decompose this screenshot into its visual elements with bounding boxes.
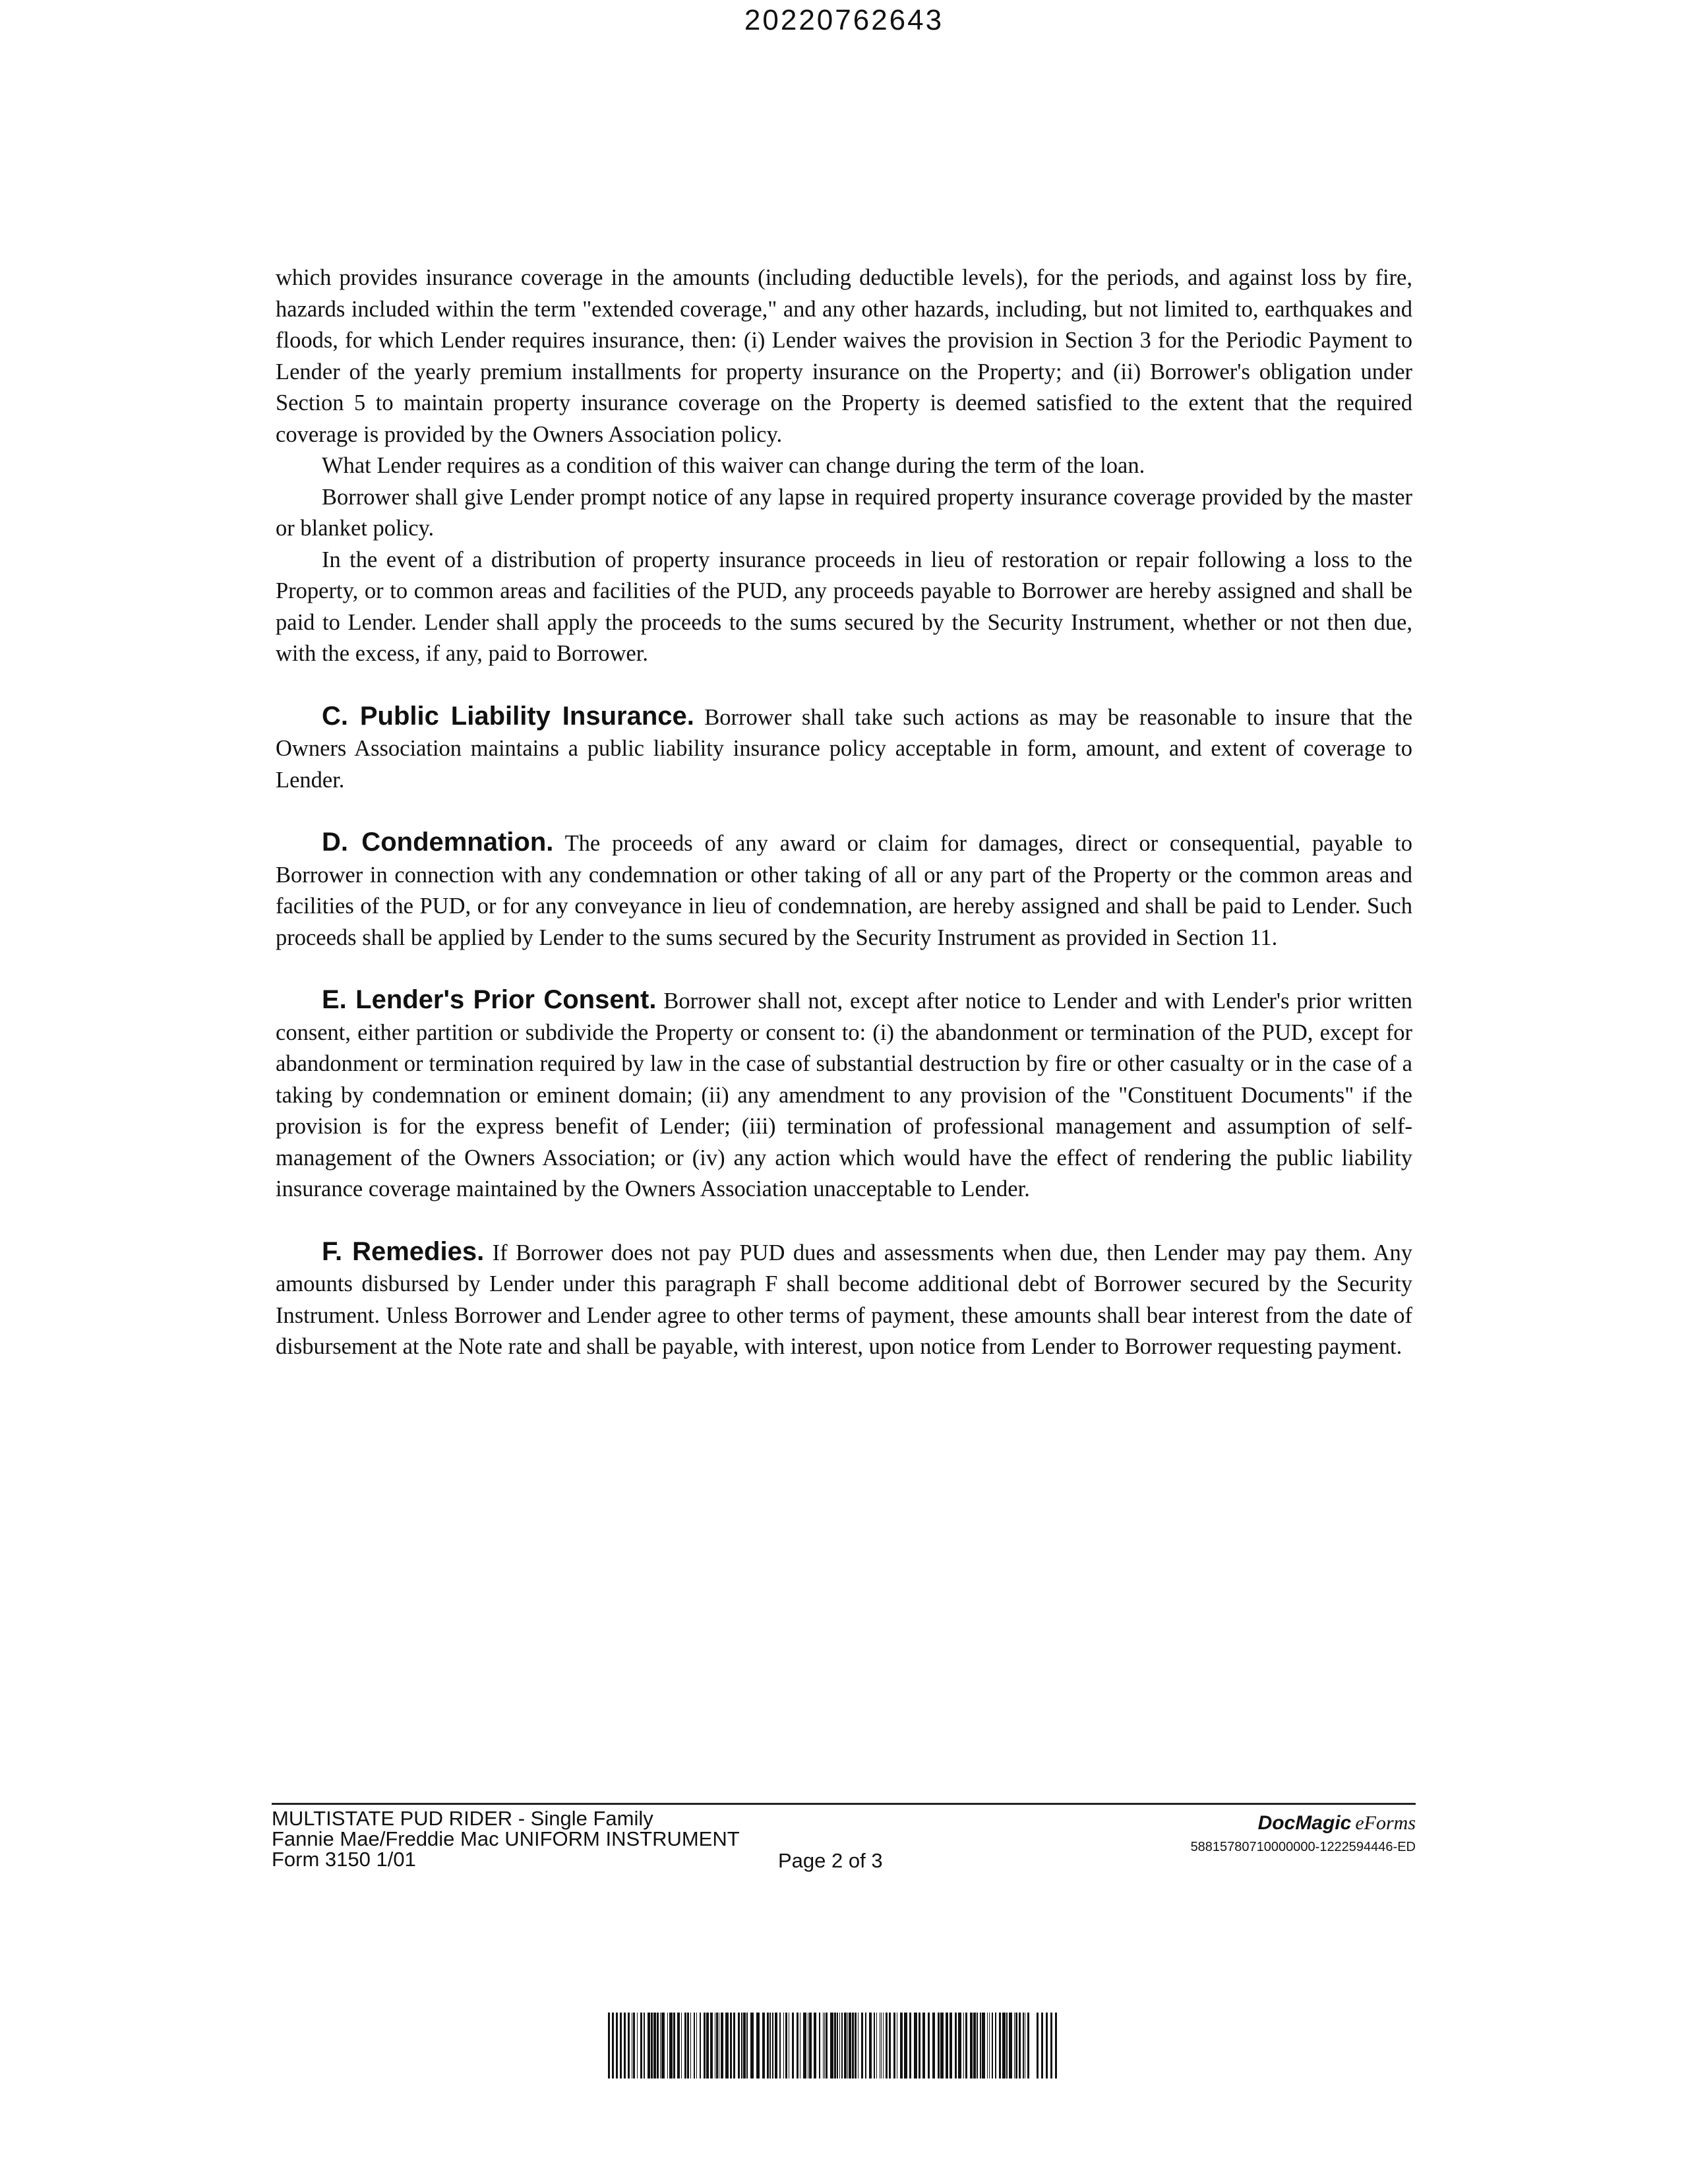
barcode-icon (608, 2013, 1062, 2078)
footer-form-info (272, 1808, 740, 1869)
footer-divider (272, 1803, 1416, 1805)
section-text: If Borrower does not pay PUD dues and assessments when due, then Lender may pay them. Any amounts disbursed by Lender under this paragraph F shall become additional debt of Borrower secured by the Security Instrument. Unless Borrower and Lender agree to other terms of payment, these amounts shall bear interest from the date of disbursement at the Note rate and shall be payable, with interest, upon notice from Lender to Borrower requesting payment. (276, 1240, 1413, 1359)
page-number: Page 2 of 3 (778, 1849, 883, 1872)
document-number: 20220762643 (744, 4, 944, 36)
brand-name: DocMagic (1257, 1812, 1352, 1834)
section-heading: F. Remedies. (322, 1236, 485, 1266)
section-condemnation (276, 827, 1412, 954)
document-code: 58815780710000000-1222594446-ED (1190, 1840, 1416, 1854)
section-remedies (276, 1236, 1412, 1363)
intro-paragraph: which provides insurance coverage in the amounts (including deductible levels), for the periods, and against loss by fire, hazards included within the term "extended coverage," and any other hazards, including, but not limited to, earthquakes and floods, for which Lender requires insurance, then: (i) Lender waives the provision in Section 3 for the Periodic Payment to Lender of the yearly premium installments for property insurance on the Property; and (ii) Borrower's obligation under Section 5 to maintain property insurance coverage on the Property is deemed satisfied to the extent that the required coverage is provided by the Owners Association policy. (276, 265, 1412, 447)
form-title: MULTISTATE PUD RIDER - Single Family (272, 1807, 653, 1830)
section-lenders-prior-consent (276, 985, 1412, 1205)
document-body (276, 262, 1412, 1363)
form-number: Form 3150 1/01 (272, 1848, 416, 1871)
section-heading: C. Public Liability Insurance. (322, 701, 694, 731)
notice-paragraph: Borrower shall give Lender prompt notice of any lapse in required property insurance coverage provided by the master or blanket policy. (276, 484, 1412, 541)
section-heading: D. Condemnation. (322, 828, 554, 857)
docmagic-logo (1258, 1812, 1416, 1835)
section-text: Borrower shall not, except after notice to Lender and with Lender's prior written consent, either partition or subdivide the Property or consent to: (i) the abandonment or termination of the PUD, except for abandonment or termination required by law in the case of substantial destruction by fire or other casualty or in the case of a taking by condemnation or eminent domain; (ii) any amendment to any provision of the "Constituent Documents" if the provision is for the express benefit of Lender; (iii) termination of professional management and assumption of self-management of the Owners Association; or (iv) any action which would have the effect of rendering the public liability insurance coverage maintained by the Owners Association unacceptable to Lender. (276, 988, 1413, 1201)
section-public-liability (276, 701, 1412, 797)
distribution-paragraph: In the event of a distribution of property insurance proceeds in lieu of restoration or repair following a loss to the Property, or to common areas and facilities of the PUD, any proceeds payable to Borrower are hereby assigned and shall be paid to Lender. Lender shall apply the proceeds to the sums secured by the Security Instrument, whether or not then due, with the excess, if any, paid to Borrower. (276, 547, 1412, 666)
section-text: The proceeds of any award or claim for damages, direct or consequential, payable to Borrower in connection with any condemnation or other taking of all or any part of the Property or the common areas and facilities of the PUD, or for any conveyance in lieu of condemnation, are hereby assigned and shall be paid to Lender. Such proceeds shall be applied by Lender to the sums secured by the Security Instrument as provided in Section 11. (276, 831, 1412, 950)
instrument-name: Fannie Mae/Freddie Mac UNIFORM INSTRUMENT (272, 1827, 740, 1850)
brand-suffix: eForms (1355, 1812, 1416, 1834)
section-heading: E. Lender's Prior Consent. (322, 985, 657, 1014)
section-text: Borrower shall take such actions as may be reasonable to insure that the Owners Association maintains a public liability insurance policy acceptable in form, amount, and extent of coverage to Lender. (276, 704, 1413, 793)
waiver-paragraph: What Lender requires as a condition of this waiver can change during the term of the loan. (322, 453, 1145, 478)
